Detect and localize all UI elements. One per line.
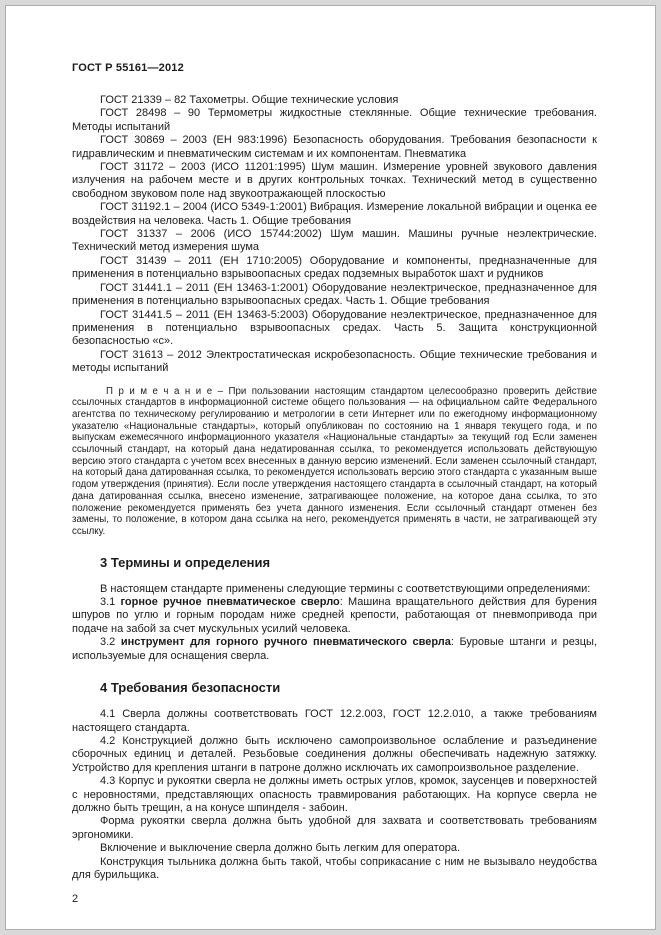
term-text: 3.1 — [100, 596, 121, 609]
reference-paragraph: ГОСТ 28498 – 90 Термометры жидкостные стеклянные. Общие технические требования. Методы испытаний — [72, 107, 597, 133]
reference-paragraph: ГОСТ 31172 – 2003 (ИСО 11201:1995) Шум машин. Измерение уровней звукового давления излучения на рабочем месте и в других контрольных точках. Технический метод в существенно свободном звуковом поле над звукоотражающей плоскостью — [72, 161, 597, 200]
body-paragraph: Конструкция тыльника должна быть такой, чтобы соприкасание с ним не вызывало неудобства для бурильщика. — [72, 855, 597, 881]
section-heading: 4 Требования безопасности — [100, 680, 281, 696]
reference-paragraph: ГОСТ 31613 – 2012 Электростатическая искробезопасность. Общие технические требования и методы испытаний — [72, 348, 597, 375]
reference-paragraph: ГОСТ 31439 – 2011 (ЕН 1710:2005) Оборудование и компоненты, предназначенные для применения в потенциально взрывоопасных средах подземных выработок шахт и рудников — [72, 254, 597, 281]
term-bold-text: инструмент для горного ручного пневматического сверла — [120, 636, 451, 649]
term-definition-paragraph — [72, 636, 597, 663]
body-paragraph: В настоящем стандарте применены следующие термины с соответствующими определениями: — [100, 582, 591, 595]
body-paragraph: 4.2 Конструкцией должно быть исключено самопроизвольное ослабление и разъединение сборочных единиц и деталей. Резьбовые соединения должны обеспечивать надежную затяжку. Устройство для крепления штанги в патроне должно исключать их самопроизвольное разделение. — [72, 734, 597, 774]
document-page — [5, 5, 656, 930]
reference-paragraph: ГОСТ 30869 – 2003 (ЕН 983:1996) Безопасность оборудования. Требования безопасности к гидравлическим и пневматическим системам и их компонентам. Пневматика — [72, 134, 597, 160]
body-paragraph: 4.3 Корпус и рукоятки сверла не должны иметь острых углов, кромок, заусенцев и поверхностей с неровностями, представляющих опасность травмирования работающих. На корпусе сверла не должно быть трещин, а на конусе шпинделя - забоин. — [72, 775, 597, 814]
reference-paragraph: ГОСТ 21339 – 82 Тахометры. Общие технические условия — [100, 94, 399, 106]
reference-paragraph: ГОСТ 31337 – 2006 (ИСО 15744:2002) Шум машин. Машины ручные неэлектрические. Технический метод измерения шума — [72, 228, 597, 254]
document-content — [72, 94, 597, 882]
page-number: 2 — [72, 893, 79, 905]
term-bold-text: горное ручное пневматическое сверло — [120, 596, 340, 609]
section-heading: 3 Термины и определения — [100, 554, 271, 570]
term-text: 3.2 — [100, 636, 121, 649]
reference-paragraph: ГОСТ 31192.1 – 2004 (ИСО 5349-1:2001) Вибрация. Измерение локальной вибрации и оценка ее воздействия на человека. Часть 1. Общие требования — [72, 201, 597, 227]
term-text: : Буровые штанги и резцы, используемые для оснащения сверла. — [72, 636, 597, 662]
body-paragraph: Форма рукоятки сверла должна быть удобной для захвата и соответствовать требованиям эргономики. — [72, 815, 597, 841]
reference-paragraph: ГОСТ 31441.5 – 2011 (ЕН 13463-5:2003) Оборудование неэлектрическое, предназначенное для применения в потенциально взрывоопасных средах. Часть 5. Защита конструкционной безопасностью «с». — [72, 308, 597, 348]
body-paragraph: 4.1 Сверла должны соответствовать ГОСТ 12.2.003, ГОСТ 12.2.010, а также требованиям настоящего стандарта. — [72, 708, 597, 734]
term-text: : Машина вращательного действия для бурения шпуров по углю и горным породам ниже средней крепости, работающая от пневмопривода при подаче на забой за счет мускульных усилий человека. — [72, 596, 597, 635]
reference-paragraph: ГОСТ 31441.1 – 2011 (ЕН 13463-1:2001) Оборудование неэлектрическое, предназначенное для применения в потенциально взрывоопасных средах. Часть 1. Общие требования — [72, 281, 597, 308]
term-definition-paragraph — [72, 596, 597, 636]
body-paragraph: Включение и выключение сверла должно быть легким для оператора. — [100, 842, 461, 855]
note-paragraph: П р и м е ч а н и е – При пользовании настоящим стандартом целесообразно проверить действие ссылочных стандартов в информационной системе общего пользования — на официальном сайте Федерального агентства по техническому регулированию и метрологии в сети Интернет или по ежегодному информационному указателю «Национальные стандарты», который опубликован по состоянию на 1 января текущего года, и по выпускам ежемесячного информационного указателя «Национальные стандарты» за текущий год Если заменен ссылочный стандарт, на который дана недатированная ссылка, то рекомендуется использовать действующую версию этого стандарта с учетом всех внесенных в данную версию изменений. Если заменен ссылочный стандарт, на который дана датированная ссылка, то рекомендуется использовать версию этого стандарта с указанным выше годом утверждения (принятия). Если после утверждения настоящего стандарта в ссылочный стандарт, на который дана датированная ссылка, внесено изменение, затрагивающее положение, на которое дана ссылка, то это положение рекомендуется применять без учета данного изменения. Если ссылочный стандарт отменен без замены, то положение, в котором дана ссылка на него, рекомендуется применять в части, не затрагивающей эту ссылку. — [72, 385, 597, 537]
document-header: ГОСТ Р 55161—2012 — [72, 62, 184, 74]
document-content-area — [72, 62, 597, 882]
